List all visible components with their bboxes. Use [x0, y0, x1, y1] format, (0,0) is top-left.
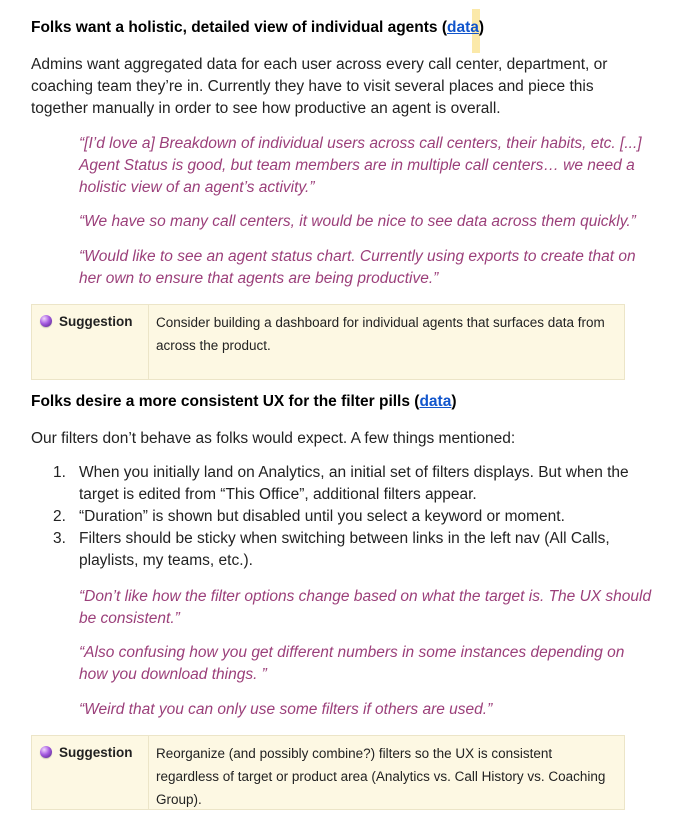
crystal-ball-icon	[40, 315, 52, 327]
data-link[interactable]: data	[447, 19, 479, 36]
quote-5: “Also confusing how you get different numbers in some instances depending on how you download things. ”	[79, 644, 625, 683]
section-paragraph-filters: Our filters don’t behave as folks would expect. A few things mentioned:	[31, 430, 516, 447]
heading-suffix: )	[478, 19, 485, 36]
suggestion-label: Suggestion	[59, 745, 133, 760]
suggestion-callout-filters	[31, 735, 625, 810]
section-heading-agents	[31, 17, 484, 39]
suggestion-text: Reorganize (and possibly combine?) filters so the UX is consistent regardless of target or product area (Analytics vs. Call History vs. Coaching Group).	[156, 746, 606, 807]
suggestion-label-cell	[32, 736, 149, 809]
data-link[interactable]: data	[419, 393, 452, 410]
crystal-ball-icon	[40, 746, 52, 758]
heading-text: Folks desire a more consistent UX for the filter pills (	[31, 393, 420, 410]
suggestion-callout-agents	[31, 304, 625, 380]
list-item: 1. When you initially land on Analytics, an initial set of filters displays. But when the target is edited from “This Office”, additional filters appear.	[53, 464, 629, 503]
section-paragraph-agents: Admins want aggregated data for each user across every call center, department, or coaching team they’re in. Currently they have to visit several places and piece this together manually in order to see how productive an agent is overall.	[31, 56, 608, 117]
list-item: 3. Filters should be sticky when switching between links in the left nav (All Calls, playlists, my teams, etc.).	[53, 530, 610, 569]
suggestion-label-cell	[32, 305, 149, 379]
quote-1: “[I’d love a] Breakdown of individual users across call centers, their habits, etc. [...] Agent Status is good, but team members are in multiple call centers… we need a holistic view of an agent’s activity.”	[79, 135, 642, 196]
quote-3: “Would like to see an agent status chart. Currently using exports to create that on her own to ensure that agents are being productive.”	[79, 248, 636, 287]
heading-text: Folks want a holistic, detailed view of individual agents (	[31, 19, 447, 36]
heading-suffix: )	[451, 393, 457, 410]
quote-4: “Don’t like how the filter options change based on what the target is. The UX should be consistent.”	[79, 588, 652, 627]
suggestion-text: Consider building a dashboard for individual agents that surfaces data from across the product.	[156, 315, 605, 353]
list-item: 2. “Duration” is shown but disabled until you select a keyword or moment.	[53, 508, 565, 525]
filter-issues-list	[31, 462, 656, 572]
quote-6: “Weird that you can only use some filters if others are used.”	[79, 701, 493, 718]
quote-2: “We have so many call centers, it would be nice to see data across them quickly.”	[79, 213, 636, 230]
suggestion-label: Suggestion	[59, 314, 133, 329]
section-heading-filters	[31, 391, 457, 413]
